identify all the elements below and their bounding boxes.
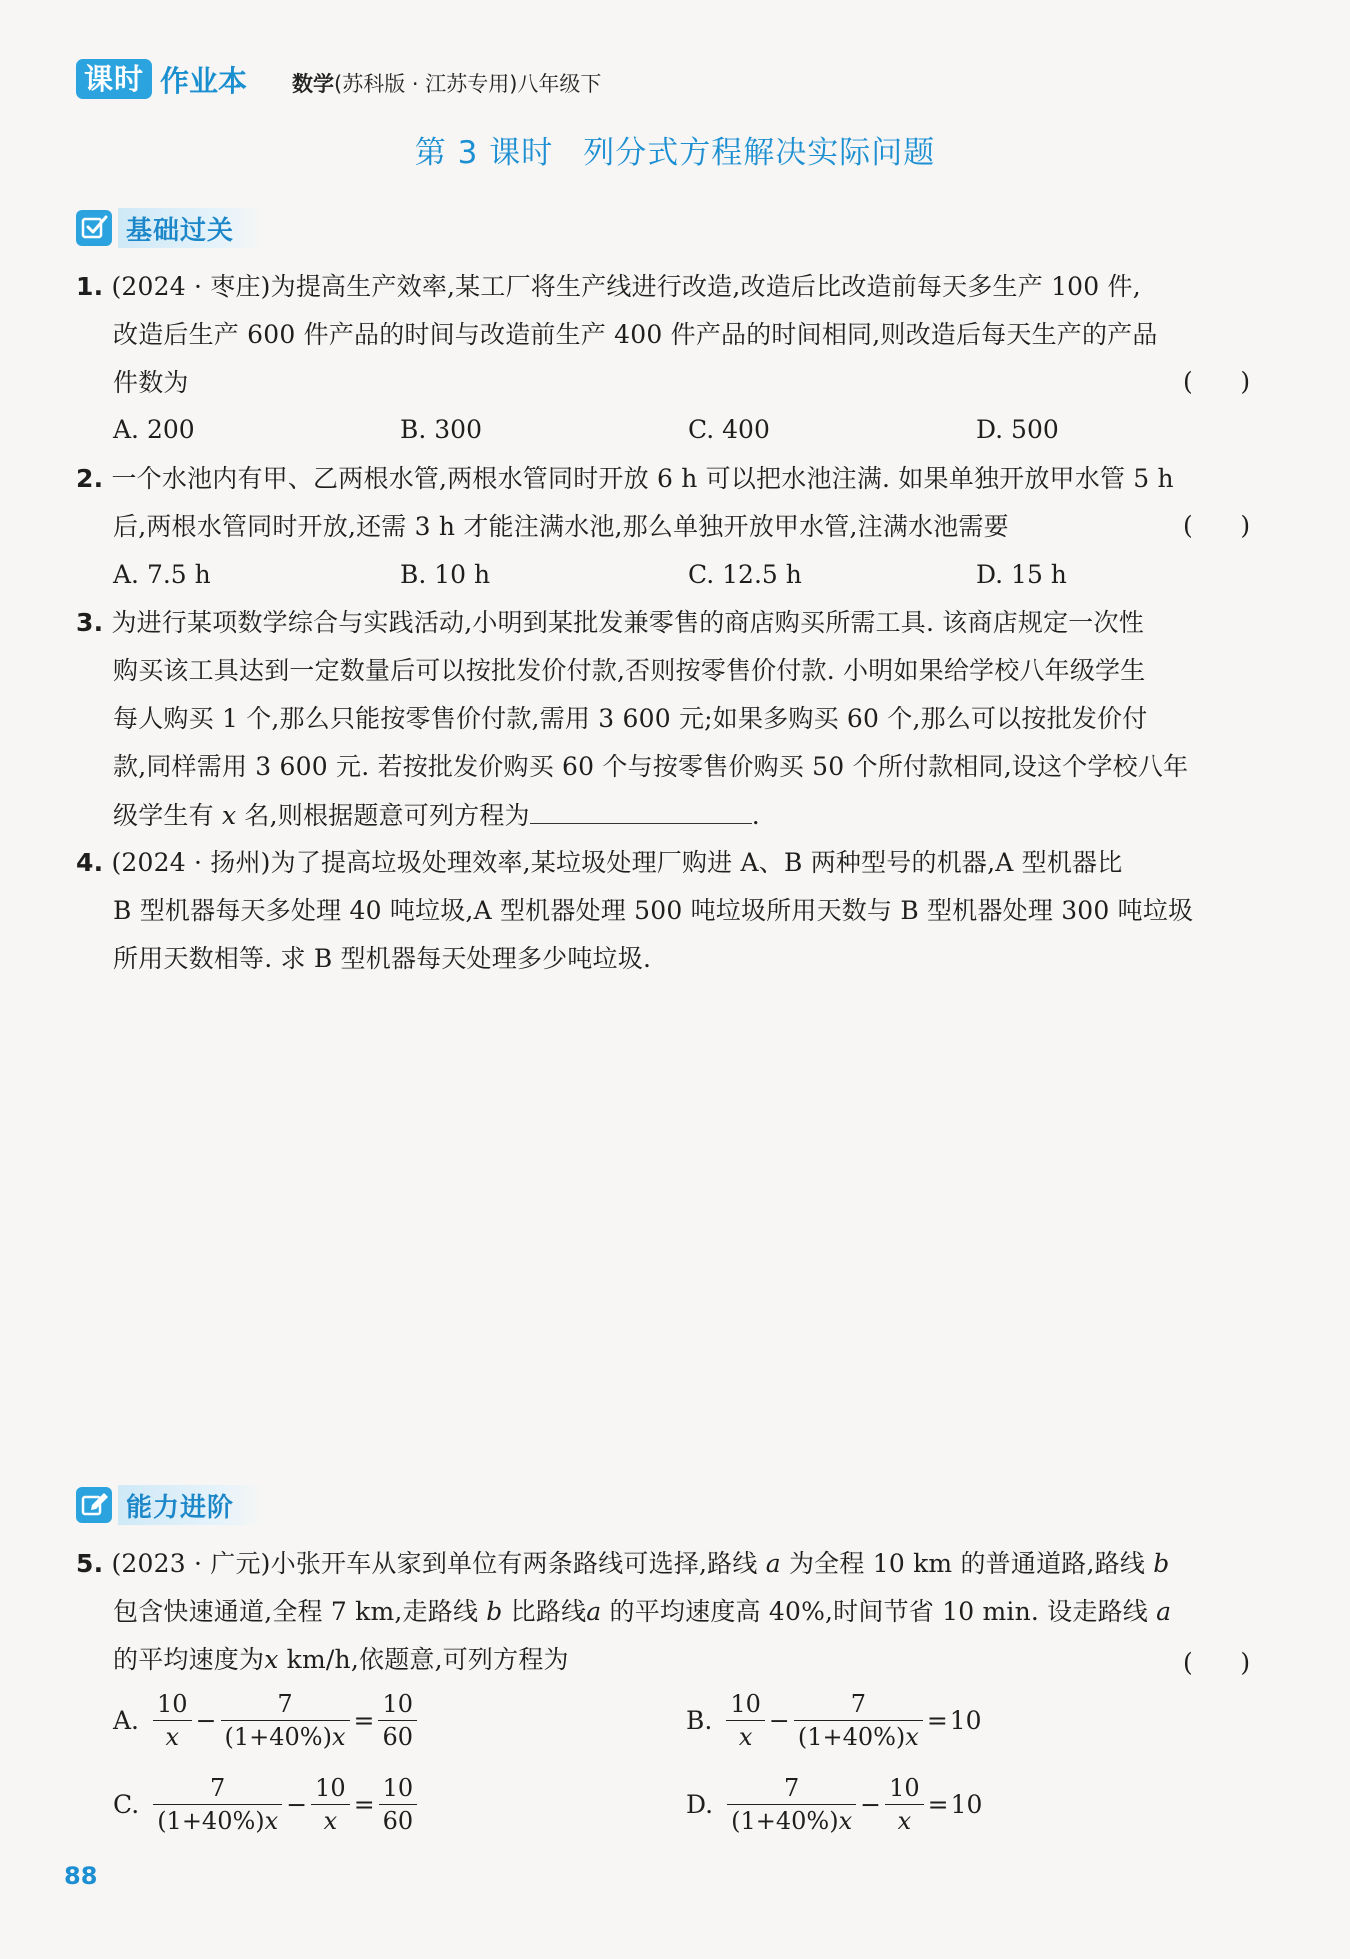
- lesson-label: 第 3 课时: [414, 135, 554, 171]
- q1-line-1: 1. (2024 · 枣庄)为提高生产效率,某工厂将生产线进行改造,改造后比改造前每天多生产 100 件,: [76, 272, 1141, 301]
- q5-option-b[interactable]: B. $\frac{10}{x}$ − $\frac{7}{(1+40\%)x}$ = 10: [686, 1690, 982, 1751]
- edition-label: (苏科版 · 江苏专用)八年级下: [334, 72, 602, 96]
- q1-number: 1.: [76, 272, 104, 301]
- q1-answer-paren[interactable]: ( ): [1183, 367, 1251, 396]
- q4-number: 4.: [76, 848, 104, 877]
- q4-line-1: 4. (2024 · 扬州)为了提高垃圾处理效率,某垃圾处理厂购进 A、B 两种型号的机器,A 型机器比: [76, 848, 1123, 877]
- q1-line-3: 件数为: [113, 368, 189, 397]
- q5-answer-paren[interactable]: ( ): [1183, 1648, 1251, 1677]
- q5-line-1: 5. (2023 · 广元)小张开车从家到单位有两条路线可选择,路线 a 为全程 10 km 的普通道路,路线 b: [76, 1549, 1170, 1578]
- section-advanced-header: [76, 1482, 264, 1528]
- q3-number: 3.: [76, 608, 104, 637]
- pencil-edit-icon: [76, 1487, 112, 1523]
- q5-option-d[interactable]: D. $\frac{7}{(1+40\%)x}$ − $\frac{10}{x}$ = 10: [686, 1774, 983, 1835]
- q2-option-d[interactable]: D. 15 h: [976, 560, 1067, 589]
- q1-option-a[interactable]: A. 200: [113, 415, 195, 444]
- q3-line-2: 购买该工具达到一定数量后可以按批发价付款,否则按零售价付款. 小明如果给学校八年级学生: [113, 656, 1146, 685]
- checkbox-icon: [76, 210, 112, 246]
- q1-option-d[interactable]: D. 500: [976, 415, 1059, 444]
- brand-logo: [76, 58, 247, 100]
- q2-option-a[interactable]: A. 7.5 h: [113, 560, 211, 589]
- q4-answer-area[interactable]: [113, 995, 1263, 1445]
- q5-number: 5.: [76, 1549, 104, 1578]
- q3-line-4: 款,同样需用 3 600 元. 若按批发价购买 60 个与按零售价购买 50 个所付款相同,设这个学校八年: [113, 752, 1189, 781]
- q3-line-5: 级学生有 x 名,则根据题意可列方程为 .: [113, 801, 760, 830]
- page-number: 88: [64, 1862, 98, 1890]
- logo-name: 作业本: [160, 63, 248, 98]
- q2-answer-paren[interactable]: ( ): [1183, 511, 1251, 540]
- q5-option-c[interactable]: C. $\frac{7}{(1+40\%)x}$ − $\frac{10}{x}$ = $\frac{10}{60}$: [113, 1774, 419, 1835]
- q2-option-c[interactable]: C. 12.5 h: [688, 560, 802, 589]
- q1-option-b[interactable]: B. 300: [400, 415, 482, 444]
- subject-label: 数学: [292, 72, 334, 96]
- book-subtitle: [292, 68, 601, 98]
- q2-line-2: 后,两根水管同时开放,还需 3 h 才能注满水池,那么单独开放甲水管,注满水池需要: [113, 512, 1009, 541]
- q5-option-a[interactable]: A. $\frac{10}{x}$ − $\frac{7}{(1+40\%)x}$ = $\frac{10}{60}$: [113, 1690, 419, 1751]
- q3-line-3: 每人购买 1 个,那么只能按零售价付款,需用 3 600 元;如果多购买 60 个,那么可以按批发价付: [113, 704, 1148, 733]
- q1-line-2: 改造后生产 600 件产品的时间与改造前生产 400 件产品的时间相同,则改造后每天生产的产品: [113, 320, 1158, 349]
- lesson-title: [0, 127, 1350, 172]
- section-basic-title: 基础过关: [118, 208, 264, 248]
- lesson-topic: 列分式方程解决实际问题: [583, 135, 936, 171]
- section-basic-header: [76, 205, 264, 251]
- q2-option-b[interactable]: B. 10 h: [400, 560, 491, 589]
- q1-option-c[interactable]: C. 400: [688, 415, 770, 444]
- q4-line-3: 所用天数相等. 求 B 型机器每天处理多少吨垃圾.: [113, 944, 652, 973]
- q3-answer-blank[interactable]: [530, 799, 752, 824]
- q2-line-1: 2. 一个水池内有甲、乙两根水管,两根水管同时开放 6 h 可以把水池注满. 如果单独开放甲水管 5 h: [76, 464, 1174, 493]
- q2-number: 2.: [76, 464, 104, 493]
- section-advanced-title: 能力进阶: [118, 1485, 264, 1525]
- q5-line-3: 的平均速度为x km/h,依题意,可列方程为: [113, 1645, 569, 1674]
- q5-line-2: 包含快速通道,全程 7 km,走路线 b 比路线a 的平均速度高 40%,时间节省 10 min. 设走路线 a: [113, 1597, 1172, 1626]
- q4-line-2: B 型机器每天多处理 40 吨垃圾,A 型机器处理 500 吨垃圾所用天数与 B 型机器处理 300 吨垃圾: [113, 896, 1194, 925]
- logo-badge: 课时: [76, 59, 152, 99]
- q3-line-1: 3. 为进行某项数学综合与实践活动,小明到某批发兼零售的商店购买所需工具. 该商店规定一次性: [76, 608, 1144, 637]
